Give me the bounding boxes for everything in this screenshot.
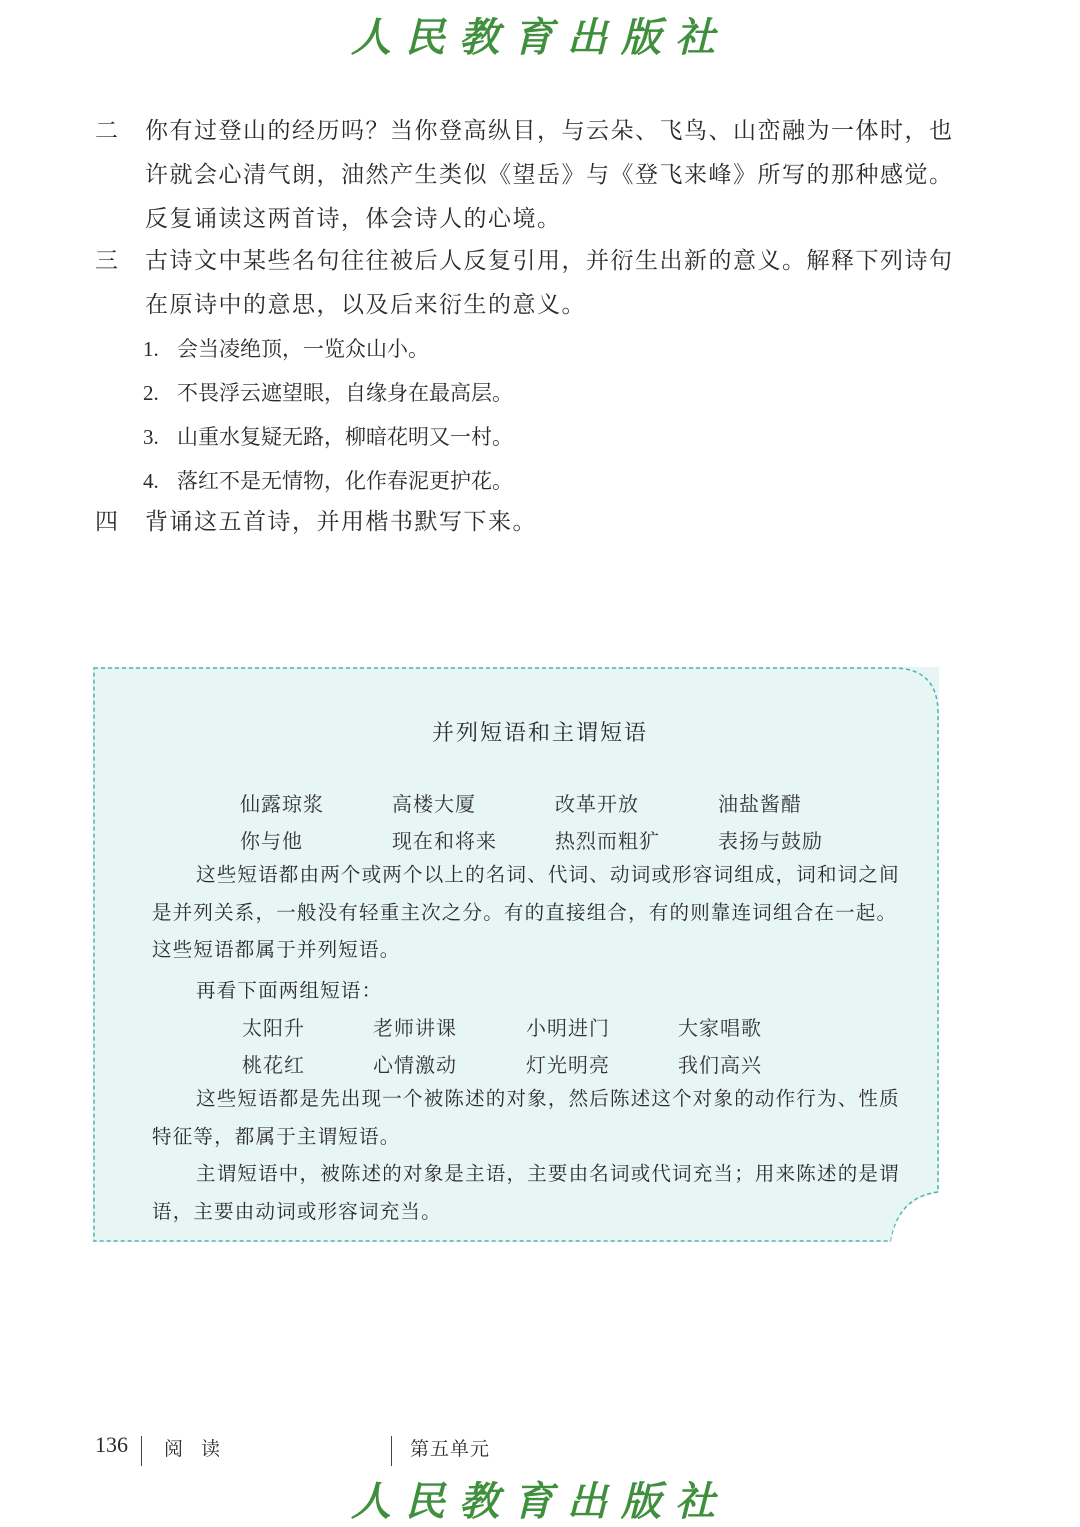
publisher-logo: 人民教育出版社: [351, 14, 729, 61]
box-title: 并列短语和主谓短语: [431, 721, 648, 746]
box-paragraph: 这些短语都是先出现一个被陈述的对象，然后陈述这个对象的动作行为、性质特征等，都属于主谓短语。: [152, 1087, 900, 1148]
phrase-example: 高楼大厦: [392, 792, 476, 816]
publisher-logo: 人民教育出版社: [351, 1478, 729, 1525]
phrase-example: 现在和将来: [392, 829, 497, 853]
exercise-text: 你有过登山的经历吗？当你登高纵目，与云朵、飞鸟、山峦融为一体时，也许就会心清气朗，油然产生类似《望岳》与《登飞来峰》所写的那种感觉。反复诵读这两首诗，体会诗人的心境。: [145, 118, 954, 232]
phrase-example: 大家唱歌: [678, 1016, 762, 1040]
phrase-example: 改革开放: [555, 792, 639, 816]
footer-unit: 第五单元: [410, 1438, 491, 1460]
phrase-example: 油盐酱醋: [718, 792, 802, 816]
phrase-example: 我们高兴: [678, 1053, 762, 1077]
phrase-example: 老师讲课: [373, 1016, 457, 1040]
exercise-number: 三: [95, 248, 118, 274]
footer-section: 阅 读: [164, 1438, 227, 1460]
phrase-example: 你与他: [240, 829, 303, 853]
item-text: 山重水复疑无路，柳暗花明又一村。: [177, 425, 513, 449]
poem-line-item: [143, 421, 513, 451]
phrase-example: 心情激动: [373, 1053, 457, 1077]
phrase-example: 灯光明亮: [526, 1053, 610, 1077]
poem-line-item: [143, 465, 513, 495]
exercise-4: [95, 500, 955, 544]
phrase-example: 小明进门: [526, 1016, 610, 1040]
footer-divider: [141, 1436, 142, 1466]
page-number: 136: [95, 1432, 128, 1457]
item-number: 4.: [143, 469, 159, 493]
phrase-example: 仙露琼浆: [240, 792, 324, 816]
exercise-text: 古诗文中某些名句往往被后人反复引用，并衍生出新的意义。解释下列诗句在原诗中的意思，以及后来衍生的意义。: [145, 248, 954, 318]
exercise-number: 二: [95, 118, 118, 144]
exercise-text: 背诵这五首诗，并用楷书默写下来。: [145, 509, 537, 535]
phrase-example: 表扬与鼓励: [718, 829, 823, 853]
phrase-example: 热烈而粗犷: [555, 829, 660, 853]
exercise-number: 四: [95, 509, 118, 535]
exercise-3: [95, 239, 955, 327]
item-text: 落红不是无情物，化作春泥更护花。: [177, 469, 513, 493]
item-number: 3.: [143, 425, 159, 449]
item-text: 不畏浮云遮望眼，自缘身在最高层。: [177, 381, 513, 405]
poem-line-item: [143, 377, 513, 407]
box-paragraph: 这些短语都由两个或两个以上的名词、代词、动词或形容词组成，词和词之间是并列关系，一般没有轻重主次之分。有的直接组合，有的则靠连词组合在一起。这些短语都属于并列短语。: [152, 863, 900, 961]
footer-divider: [391, 1436, 392, 1466]
exercise-2: [95, 109, 955, 241]
item-number: 1.: [143, 337, 159, 361]
item-text: 会当凌绝顶，一览众山小。: [177, 337, 429, 361]
phrase-example: 太阳升: [242, 1016, 305, 1040]
item-number: 2.: [143, 381, 159, 405]
box-paragraph: 主谓短语中，被陈述的对象是主语，主要由名词或代词充当；用来陈述的是谓语，主要由动词或形容词充当。: [152, 1162, 900, 1223]
box-intro: 再看下面两组短语：: [196, 979, 383, 1002]
phrase-example: 桃花红: [242, 1053, 305, 1077]
poem-line-item: [143, 333, 429, 363]
